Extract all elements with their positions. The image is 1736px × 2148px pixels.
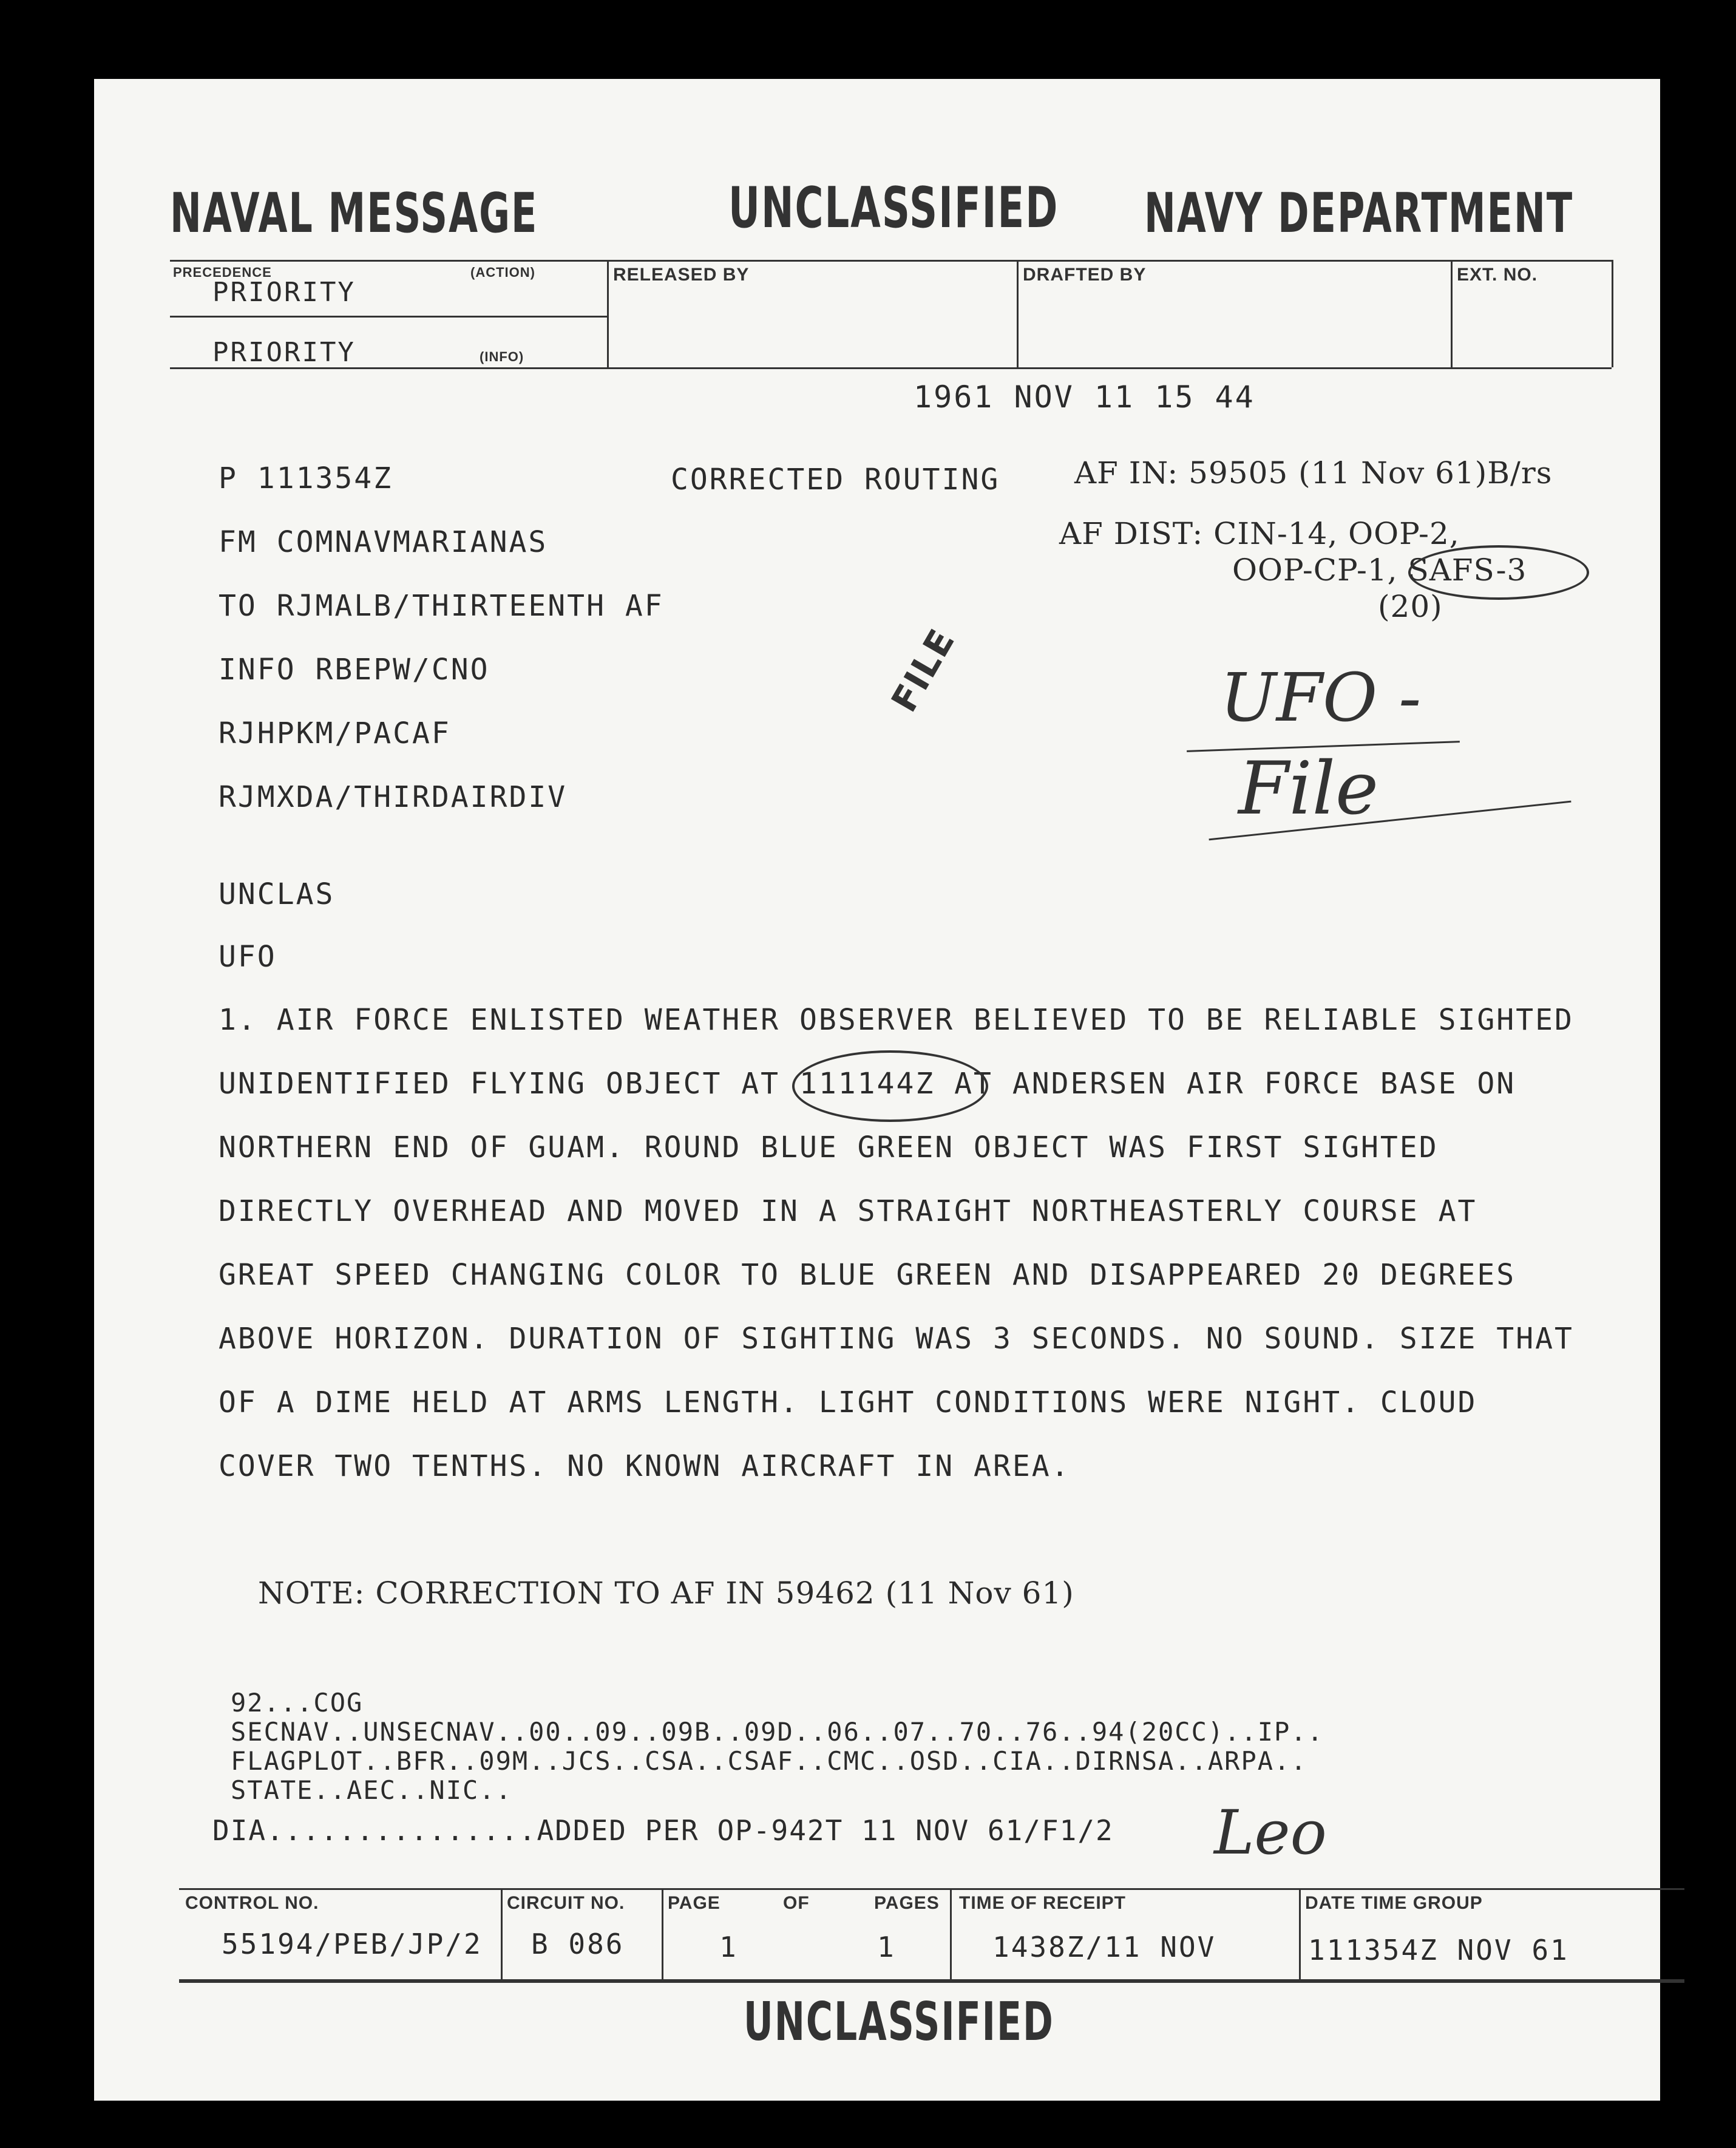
dist-line-2: SECNAV..UNSECNAV..00..09..09B..09D..06..07..70..76..94(20CC)..IP.. — [231, 1717, 1324, 1747]
footer-divider-3 — [950, 1888, 952, 1979]
ext-no-label: EXT. NO. — [1457, 265, 1538, 285]
header-bottom-rule — [170, 367, 1612, 369]
released-by-label: RELEASED BY — [613, 265, 750, 285]
action-label: (ACTION) — [470, 265, 535, 280]
footer-bottom-rule — [179, 1979, 1684, 1983]
time-of-receipt-label: TIME OF RECEIPT — [959, 1893, 1127, 1913]
classification-footer: UNCLASSIFIED — [744, 1991, 1054, 2053]
message-form — [94, 79, 1660, 2101]
info-label: (INFO) — [480, 349, 524, 364]
page-number: 1 — [719, 1931, 738, 1963]
from-line: FM COMNAVMARIANAS — [219, 525, 548, 559]
initials-signature: Leo — [1214, 1797, 1327, 1868]
drafted-by-label: DRAFTED BY — [1023, 265, 1147, 285]
message-subject: UFO — [219, 940, 277, 974]
body-line-1: 1. AIR FORCE ENLISTED WEATHER OBSERVER BELIEVED TO BE RELIABLE SIGHTED — [219, 1003, 1574, 1037]
af-dist-line-1: AF DIST: CIN-14, OOP-2, — [1059, 516, 1460, 551]
header-divider-1 — [607, 260, 609, 367]
correction-note: NOTE: CORRECTION TO AF IN 59462 (11 Nov 61) — [258, 1575, 1074, 1611]
page-label: PAGE — [668, 1893, 721, 1913]
pages-count: 1 — [877, 1931, 896, 1963]
dist-line-4: STATE..AEC..NIC.. — [231, 1775, 512, 1805]
footer-top-rule — [179, 1888, 1684, 1890]
routing-note: CORRECTED ROUTING — [671, 463, 1000, 497]
dist-line-5: DIA...............ADDED PER OP-942T 11 NOV 61/F1/2 — [212, 1814, 1114, 1847]
of-label: OF — [783, 1893, 810, 1913]
info-line-3: RJMXDA/THIRDAIRDIV — [219, 780, 568, 814]
body-line-7: OF A DIME HELD AT ARMS LENGTH. LIGHT CONDITIONS WERE NIGHT. CLOUD — [219, 1385, 1477, 1419]
message-dtg: P 111354Z — [219, 461, 393, 495]
info-line: INFO RBEPW/CNO — [219, 653, 490, 687]
date-time-group: 111354Z NOV 61 — [1308, 1934, 1569, 1966]
header-mid-rule — [170, 316, 607, 318]
form-title-left: NAVAL MESSAGE — [170, 181, 538, 245]
dist-line-1: 92...COG — [231, 1688, 364, 1718]
time-of-receipt: 1438Z/11 NOV — [992, 1931, 1216, 1963]
safs-circle — [1408, 545, 1589, 600]
body-line-6: ABOVE HORIZON. DURATION OF SIGHTING WAS 3 SECONDS. NO SOUND. SIZE THAT — [219, 1322, 1574, 1356]
received-date-stamp: 1961 NOV 11 15 44 — [914, 379, 1255, 415]
form-title-right: NAVY DEPARTMENT — [1144, 181, 1574, 245]
footer-divider-1 — [501, 1888, 503, 1979]
time-circle — [792, 1050, 988, 1122]
control-no: 55194/PEB/JP/2 — [222, 1928, 483, 1960]
header-divider-4 — [1612, 260, 1613, 367]
footer-divider-2 — [662, 1888, 663, 1979]
info-line-2: RJHPKM/PACAF — [219, 716, 451, 750]
body-line-4: DIRECTLY OVERHEAD AND MOVED IN A STRAIGHT NORTHEASTERLY COURSE AT — [219, 1194, 1477, 1228]
circuit-no-label: CIRCUIT NO. — [507, 1893, 625, 1913]
body-line-5: GREAT SPEED CHANGING COLOR TO BLUE GREEN AND DISAPPEARED 20 DEGREES — [219, 1258, 1516, 1292]
header-divider-3 — [1451, 260, 1453, 367]
precedence-label: PRECEDENCE — [173, 265, 272, 280]
af-in-number: AF IN: 59505 (11 Nov 61)B/rs — [1074, 455, 1553, 491]
dtg-label: DATE TIME GROUP — [1305, 1893, 1483, 1913]
to-line: TO RJMALB/THIRTEENTH AF — [219, 589, 664, 623]
classification-header: UNCLASSIFIED — [728, 176, 1059, 242]
pages-label: PAGES — [874, 1893, 940, 1913]
message-classification: UNCLAS — [219, 877, 335, 911]
file-word-annotation: File — [1238, 747, 1379, 831]
dist-line-3: FLAGPLOT..BFR..09M..JCS..CSA..CSAF..CMC..OSD..CIA..DIRNSA..ARPA.. — [231, 1746, 1307, 1776]
circuit-no: B 086 — [531, 1928, 625, 1960]
control-no-label: CONTROL NO. — [185, 1893, 319, 1913]
body-line-2: UNIDENTIFIED FLYING OBJECT AT 111144Z AT ANDERSEN AIR FORCE BASE ON — [219, 1067, 1516, 1101]
af-dist-line-3: (20) — [1378, 589, 1443, 624]
af-dist-line-2: OOP-CP-1, SAFS-3 — [1232, 552, 1527, 588]
precedence-info: PRIORITY — [212, 337, 356, 368]
file-stamp: FILE — [883, 621, 963, 719]
header-divider-2 — [1017, 260, 1019, 367]
footer-divider-4 — [1299, 1888, 1301, 1979]
precedence-action: PRIORITY — [212, 277, 356, 308]
body-line-8: COVER TWO TENTHS. NO KNOWN AIRCRAFT IN AREA. — [219, 1449, 1071, 1483]
body-line-3: NORTHERN END OF GUAM. ROUND BLUE GREEN OBJECT WAS FIRST SIGHTED — [219, 1130, 1439, 1164]
header-top-rule — [170, 260, 1612, 262]
ufo-file-annotation: UFO - — [1220, 659, 1422, 736]
